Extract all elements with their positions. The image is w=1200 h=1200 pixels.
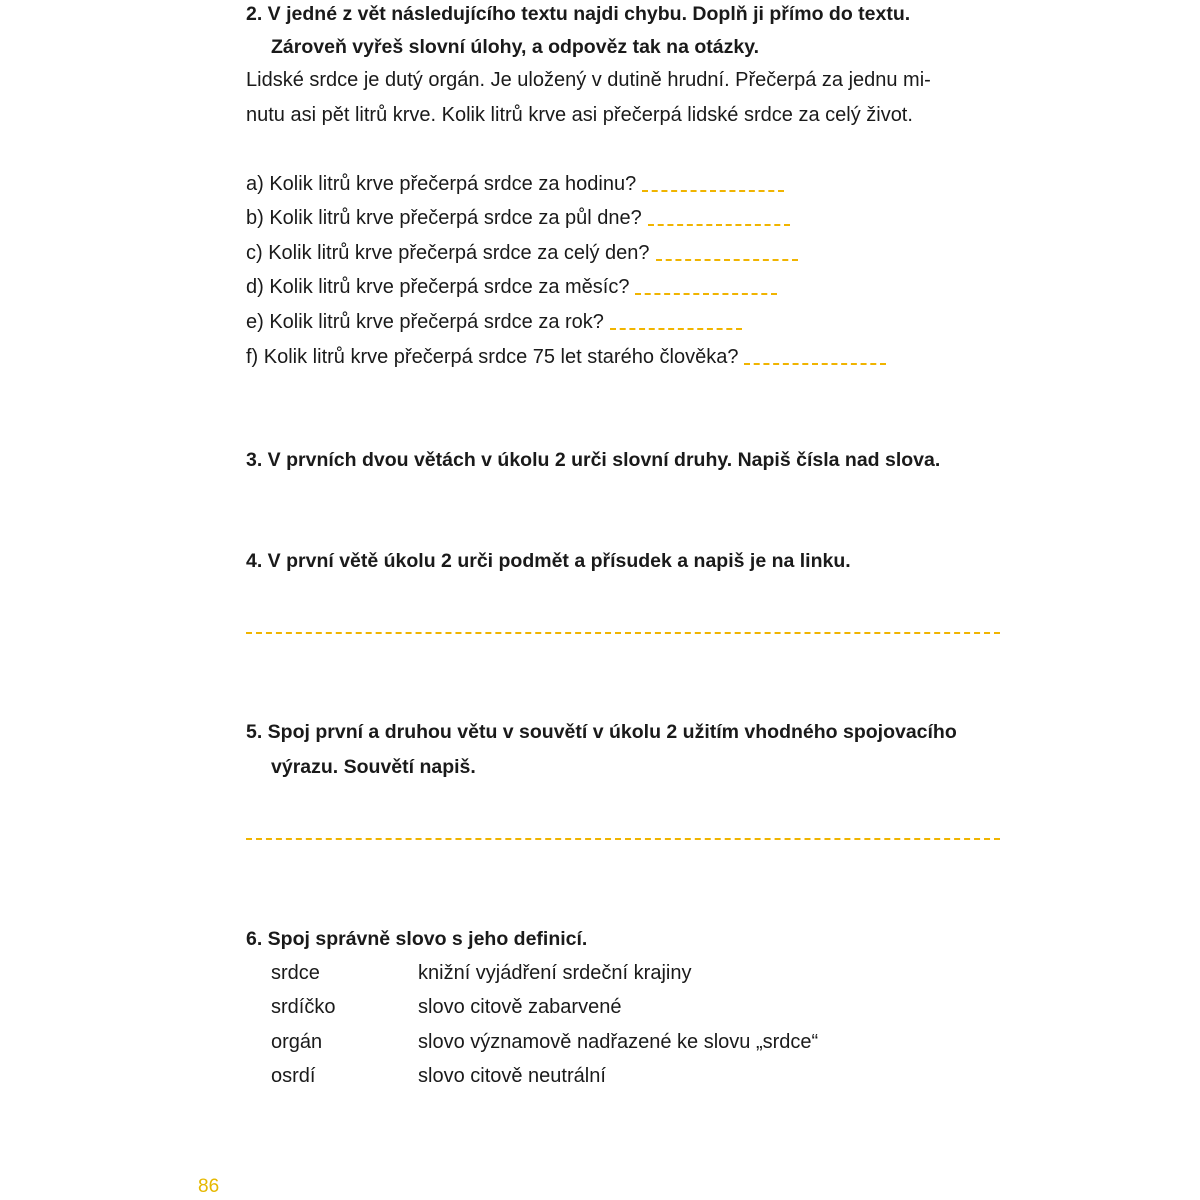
task2-heading-line1: 2. V jedné z vět následujícího textu najdi chybu. Doplň ji přímo do textu. bbox=[246, 3, 911, 25]
task4-answer-line[interactable] bbox=[246, 632, 1000, 634]
word-organ[interactable]: orgán bbox=[271, 1031, 323, 1053]
task5-heading-line1: 5. Spoj první a druhou větu v souvětí v úkolu 2 užitím vhodného spojovacího bbox=[246, 721, 957, 743]
question-d-text: d) Kolik litrů krve přečerpá srdce za měsíc? bbox=[246, 276, 630, 298]
task2-text-line1: Lidské srdce je dutý orgán. Je uložený v dutině hrudní. Přečerpá za jednu mi- bbox=[246, 69, 931, 91]
task6-heading: 6. Spoj správně slovo s jeho definicí. bbox=[246, 928, 588, 950]
answer-blank-d[interactable] bbox=[635, 293, 777, 295]
definition-1[interactable]: knižní vyjádření srdeční krajiny bbox=[418, 962, 692, 984]
task5-heading-line2: výrazu. Souvětí napiš. bbox=[271, 756, 476, 778]
word-osrdi[interactable]: osrdí bbox=[271, 1065, 316, 1087]
question-e-text: e) Kolik litrů krve přečerpá srdce za rok? bbox=[246, 311, 604, 333]
question-c-text: c) Kolik litrů krve přečerpá srdce za celý den? bbox=[246, 242, 650, 264]
answer-blank-b[interactable] bbox=[648, 224, 790, 226]
question-b-text: b) Kolik litrů krve přečerpá srdce za půl dne? bbox=[246, 207, 642, 229]
word-srdicko[interactable]: srdíčko bbox=[271, 996, 336, 1018]
question-a bbox=[246, 167, 784, 201]
answer-blank-c[interactable] bbox=[656, 259, 798, 261]
word-srdce[interactable]: srdce bbox=[271, 962, 320, 984]
question-e bbox=[246, 305, 742, 339]
task3-heading: 3. V prvních dvou větách v úkolu 2 urči slovní druhy. Napiš čísla nad slova. bbox=[246, 449, 941, 471]
definition-3[interactable]: slovo významově nadřazené ke slovu „srdce“ bbox=[418, 1031, 819, 1053]
question-f bbox=[246, 340, 886, 374]
task5-answer-line[interactable] bbox=[246, 838, 1000, 840]
answer-blank-f[interactable] bbox=[744, 363, 886, 365]
question-f-text: f) Kolik litrů krve přečerpá srdce 75 let starého člověka? bbox=[246, 346, 739, 368]
question-a-text: a) Kolik litrů krve přečerpá srdce za hodinu? bbox=[246, 173, 637, 195]
page-number: 86 bbox=[198, 1176, 220, 1197]
question-b bbox=[246, 201, 790, 235]
definition-2[interactable]: slovo citově zabarvené bbox=[418, 996, 622, 1018]
task4-heading: 4. V první větě úkolu 2 urči podmět a přísudek a napiš je na linku. bbox=[246, 550, 851, 572]
definition-4[interactable]: slovo citově neutrální bbox=[418, 1065, 606, 1087]
answer-blank-e[interactable] bbox=[610, 328, 742, 330]
task2-heading-line2: Zároveň vyřeš slovní úlohy, a odpověz tak na otázky. bbox=[271, 36, 760, 58]
answer-blank-a[interactable] bbox=[642, 190, 784, 192]
task2-text-line2: nutu asi pět litrů krve. Kolik litrů krve asi přečerpá lidské srdce za celý život. bbox=[246, 104, 913, 126]
question-d bbox=[246, 270, 777, 304]
question-c bbox=[246, 236, 798, 270]
